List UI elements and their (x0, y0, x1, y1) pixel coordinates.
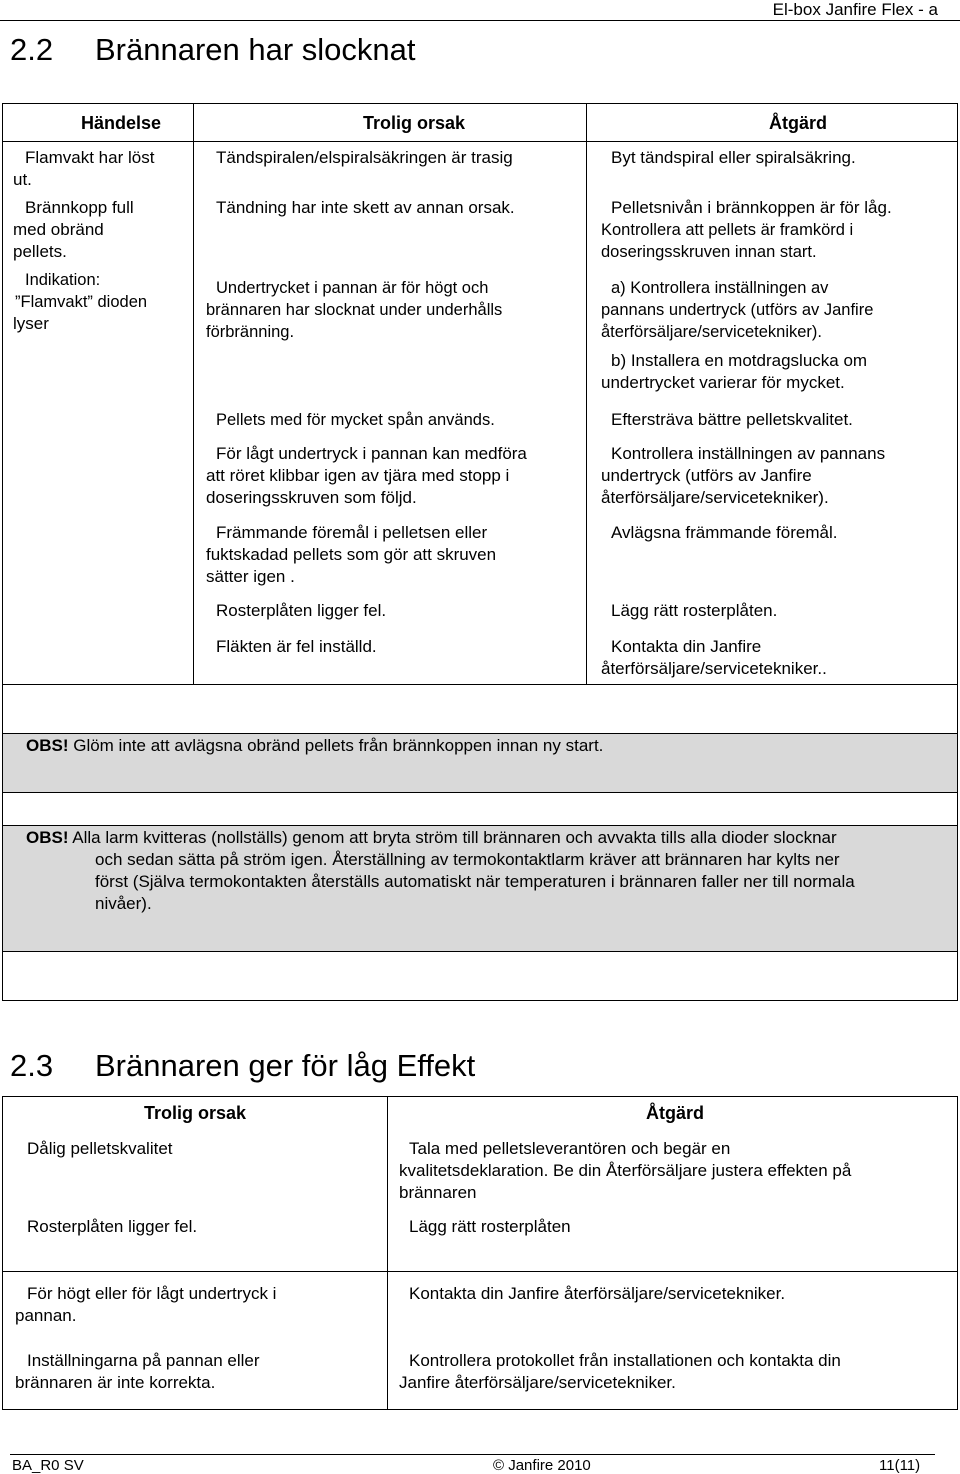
action-cell: Kontrollera inställningen av pannans (611, 444, 886, 463)
cause-cell: Undertrycket i pannan är för högt och (216, 279, 489, 297)
footer-page-number: 11(11) (879, 1457, 921, 1474)
obs-message: Glöm inte att avlägsna obränd pellets från brännkoppen innan ny start. (68, 736, 604, 755)
obs-spacer (2, 951, 958, 1001)
header-cause: Trolig orsak (144, 1103, 247, 1123)
cause-cell: sätter igen . (206, 567, 295, 586)
table-header-divider (3, 141, 957, 142)
event-line: lyser (13, 314, 49, 333)
cause-cell: Pellets med för mycket spån används. (216, 411, 495, 429)
cause-cell: Inställningarna på pannan eller (27, 1351, 260, 1370)
obs-message: Alla larm kvitteras (nollställs) genom att bryta ström till brännaren och avvakta tills alla dioder slocknar (68, 828, 837, 847)
cause-cell: Främmande föremål i pelletsen eller (216, 523, 488, 542)
header-action: Åtgärd (646, 1103, 704, 1123)
obs-message-line: och sedan sätta på ström igen. Återställning av termokontaktlarm kräver att brännaren har kylts ner (95, 850, 840, 869)
action-cell: Avlägsna främmande föremål. (611, 523, 838, 542)
section-number: 2.2 (10, 32, 54, 67)
action-cell: Kontakta din Janfire (611, 637, 762, 656)
cause-cell: förbränning. (206, 323, 295, 341)
event-line: med obränd (13, 220, 104, 239)
obs-label: OBS! (26, 736, 69, 755)
cause-cell: För lågt undertryck i pannan kan medföra (216, 444, 527, 463)
header-action: Åtgärd (769, 113, 827, 133)
action-cell: Byt tändspiral eller spiralsäkring. (611, 148, 856, 167)
action-cell: kvalitetsdeklaration. Be din Återförsäljare justera effekten på (399, 1161, 852, 1180)
low-effect-table (2, 1096, 958, 1410)
action-cell: undertryck (utförs av Janfire (601, 466, 812, 485)
action-cell: Tala med pelletsleverantören och begär en (409, 1139, 731, 1158)
row-divider (3, 1271, 957, 1272)
cause-cell: brännaren är inte korrekta. (15, 1373, 216, 1392)
cause-cell: Rosterplåten ligger fel. (216, 601, 387, 620)
section-heading-2-3 (10, 1048, 475, 1084)
column-divider (193, 104, 194, 684)
event-line: Brännkopp full (25, 198, 134, 217)
action-cell: a) Kontrollera inställningen av (611, 279, 829, 297)
event-line: Indikation: (25, 271, 101, 289)
cause-cell: Rosterplåten ligger fel. (27, 1217, 198, 1236)
troubleshooting-table (2, 103, 958, 685)
action-cell: återförsäljare/servicetekniker). (601, 488, 829, 507)
cause-cell: Tändning har inte skett av annan orsak. (216, 198, 515, 217)
obs-spacer (2, 792, 958, 826)
action-cell: undertrycket varierar för mycket. (601, 373, 845, 392)
action-cell: doseringsskruven innan start. (601, 243, 817, 261)
event-line: pellets. (13, 242, 67, 261)
section-title: Brännaren har slocknat (95, 32, 416, 67)
footer-divider (10, 1454, 935, 1455)
obs-message-line: först (Själva termokontakten återställs automatiskt när temperaturen i brännaren faller ner till normala (95, 872, 855, 891)
action-cell: återförsäljare/servicetekniker.. (601, 659, 827, 678)
cause-cell: fuktskadad pellets som gör att skruven (206, 545, 497, 564)
event-line: Flamvakt har löst (25, 148, 155, 167)
section-number: 2.3 (10, 1048, 54, 1083)
cause-cell: Fläkten är fel inställd. (216, 637, 377, 656)
cause-cell: pannan. (15, 1306, 77, 1325)
event-line: ”Flamvakt” dioden (15, 293, 148, 311)
column-divider (586, 104, 587, 684)
action-cell: Kontakta din Janfire återförsäljare/servicetekniker. (409, 1284, 786, 1303)
action-cell: b) Installera en motdragslucka om (611, 351, 868, 370)
action-cell: Pelletsnivån i brännkoppen är för låg. (611, 198, 892, 217)
cause-cell: doseringsskruven som följd. (206, 488, 417, 507)
action-cell: pannans undertryck (utförs av Janfire (601, 301, 874, 319)
footer-doc-id: BA_R0 SV (12, 1457, 84, 1474)
obs-message-line: nivåer). (95, 894, 152, 913)
obs-spacer (2, 684, 958, 734)
action-cell: Lägg rätt rosterplåten (409, 1217, 571, 1236)
event-line: ut. (13, 170, 32, 189)
footer-copyright: © Janfire 2010 (493, 1457, 591, 1474)
cause-cell: brännaren har slocknat under underhålls (206, 301, 503, 319)
cause-cell: För högt eller för lågt undertryck i (27, 1284, 277, 1303)
column-divider (387, 1097, 388, 1409)
action-cell: återförsäljare/servicetekniker). (601, 323, 822, 341)
action-cell: Janfire återförsäljare/servicetekniker. (399, 1373, 676, 1392)
header-cause: Trolig orsak (363, 113, 466, 133)
action-cell: Kontrollera protokollet från installationen och kontakta din (409, 1351, 841, 1370)
section-heading-2-2 (10, 32, 416, 68)
cause-cell: Tändspiralen/elspiralsäkringen är trasig (216, 148, 513, 167)
obs-note-2-text (26, 827, 837, 849)
cause-cell: att röret klibbar igen av tjära med stopp i (206, 466, 510, 485)
obs-note-1-text (26, 735, 603, 757)
header-divider (0, 20, 960, 21)
action-cell: brännaren (399, 1183, 477, 1202)
action-cell: Kontrollera att pellets är framkörd i (601, 221, 854, 239)
document-title: El-box Janfire Flex - a (772, 0, 938, 19)
action-cell: Eftersträva bättre pelletskvalitet. (611, 410, 853, 429)
section-title: Brännaren ger för låg Effekt (95, 1048, 476, 1083)
obs-label: OBS! (26, 828, 69, 847)
action-cell: Lägg rätt rosterplåten. (611, 601, 778, 620)
cause-cell: Dålig pelletskvalitet (27, 1139, 173, 1158)
header-event: Händelse (81, 113, 162, 133)
